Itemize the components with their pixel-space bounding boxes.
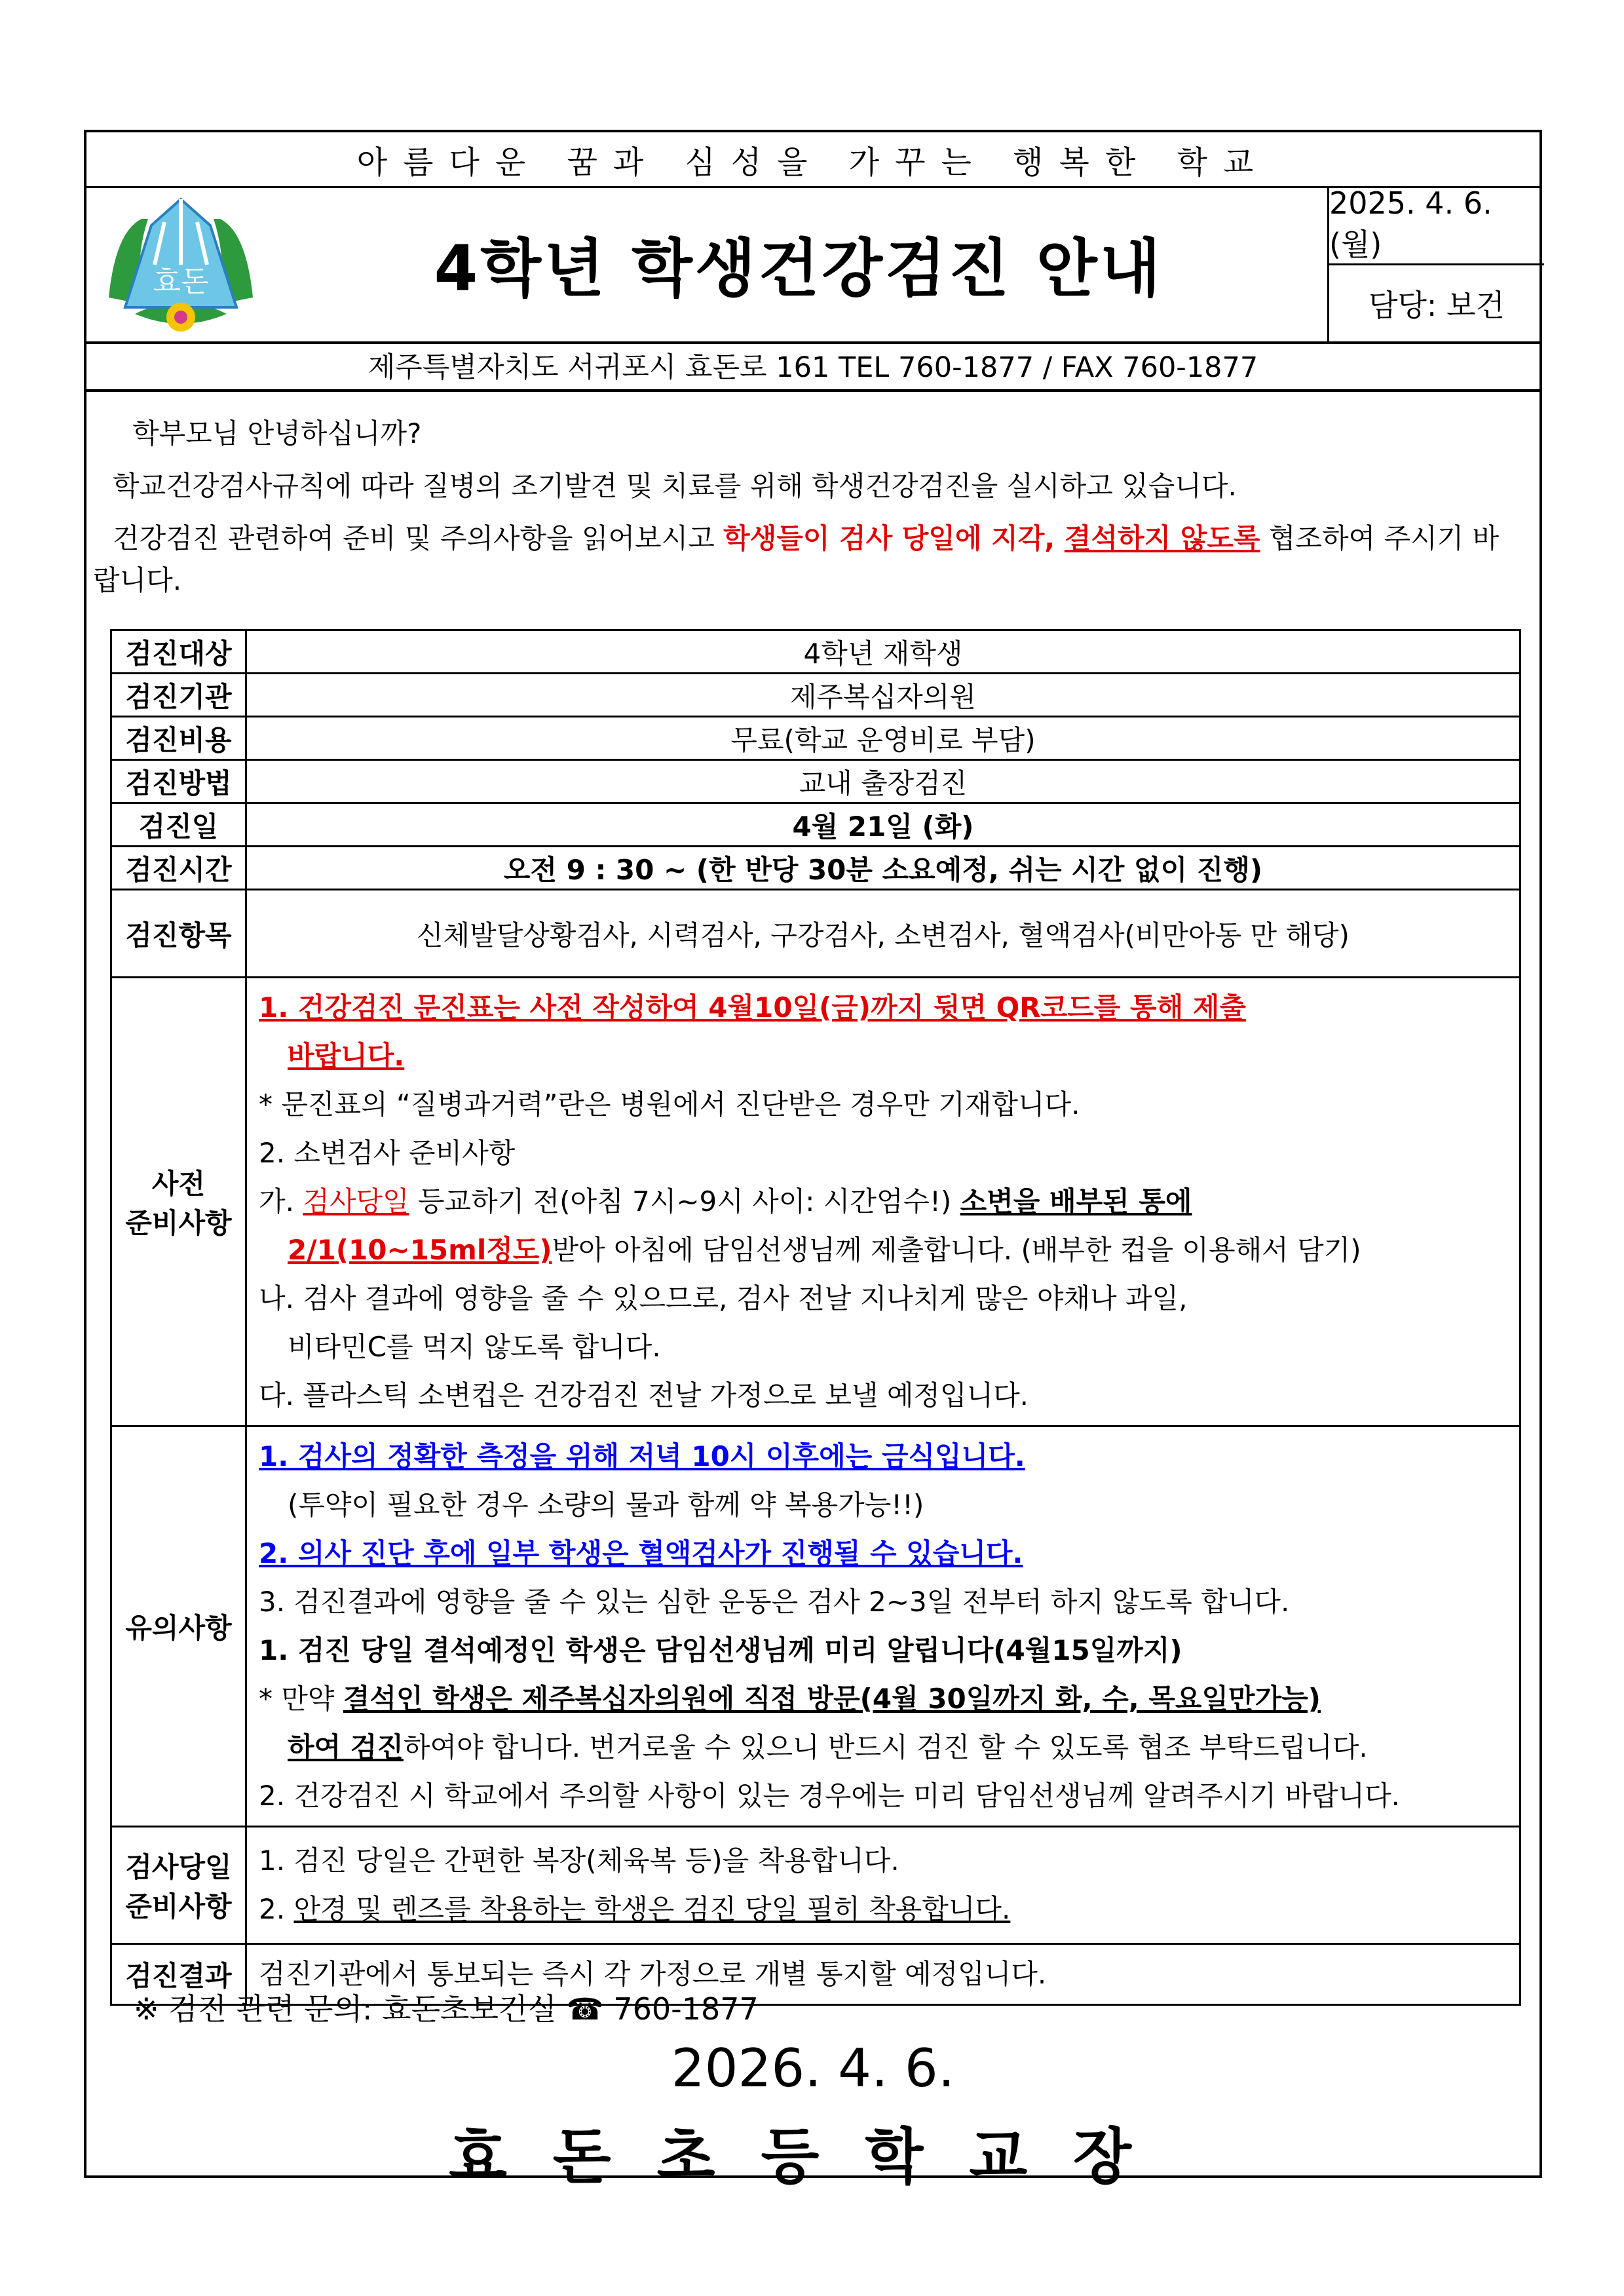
intro-text [86,408,1539,607]
logo-text: 효돈 [153,265,209,298]
issue-date: 2025. 4. 6.(월) [1329,186,1544,265]
school-logo [96,193,266,335]
row-time: 검진시간 오전 9 : 30 ~ (한 반당 30분 소요예정, 쉬는 시간 없이 진행) [111,847,1520,890]
notice-frame [84,130,1542,2192]
greeting: 학부모님 안녕하십니까? [132,417,422,450]
row-result: 검진결과 검진기관에서 통보되는 즉시 각 가정으로 개별 통지할 예정입니다. [111,1944,1520,2005]
row-org: 검진기관 제주복십자의원 [111,674,1520,717]
header [86,186,1539,344]
exam-info-table [110,629,1521,2006]
row-method: 검진방법 교내 출장검진 [111,760,1520,803]
school-slogan: 아름다운 꿈과 심성을 가꾸는 행복한 학교 [86,132,1539,188]
person-in-charge: 담당: 보건 [1369,288,1505,323]
row-items: 검진항목 신체발달상황검사, 시력검사, 구강검사, 소변검사, 혈액검사(비만아동 만 해당) [111,890,1520,978]
school-address: 제주특별자치도 서귀포시 효돈로 161 TEL 760-1877 / FAX 760-1877 [86,341,1539,392]
row-day-prep: 검사당일 준비사항 1. 검진 당일은 간편한 복장(체육복 등)을 착용합니다. 2. 안경 및 렌즈를 착용하는 학생은 검진 당일 필히 착용합니다. [111,1827,1520,1944]
row-caution: 유의사항 1. 검사의 정확한 측정을 위해 저녁 10시 이후에는 금식입니다. (투약이 필요한 경우 소량의 물과 함께 약 복용가능!!) 2. 의사 진단 후에 일부 학생은 혈액검사가 진행될 수 있습니다. 3. 검진결과에 영향을 줄 수 있는 심한 운동은 검사 2~3일 전부터 하지 않도록 합니다. 1. 검진 당일 결석예정인 학생은 담임선생님께 미리 알립니다(4월15일까지) * 만약 결석인 학생은 제주복십자의원에 직접 방문(4월 30일까지 화, 수, 목요일만가능) 하여 검진하여야 합니다. 번거로울 수 있으니 반드시 검진 할 수 있도록 협조 부탁드립니다. 2. 건강검진 시 학교에서 주의할 사항이 있는 경우에는 미리 담임선생님께 알려주시기 바랍니다. [111,1426,1520,1827]
row-prep: 사전 준비사항 1. 건강검진 문진표는 사전 작성하여 4월10일(금)까지 뒷면 QR코드를 통해 제출 바랍니다. * 문진표의 “질병과거력”란은 병원에서 진단받은 경우만 기재합니다. 2. 소변검사 준비사항 가. 검사당일 등교하기 전(아침 7시~9시 사이: 시간엄수!) 소변을 배부된 통에 2/1(10~15ml정도)받아 아침에 담임선생님께 제출합니다. (배부한 컵을 이용해서 담기) 나. 검사 결과에 영향을 줄 수 있으므로, 검사 전날 지나치게 많은 야채나 과일, 비타민C를 먹지 않도록 합니다. 다. 플라스틱 소변컵은 건강검진 전날 가정으로 보낼 예정입니다. [111,978,1520,1426]
contact-info: ※ 검진 관련 문의: 효돈초보건실 ☎ 760-1877 [134,1991,759,2027]
row-cost: 검진비용 무료(학교 운영비로 부담) [111,717,1520,760]
row-target: 검진대상 4학년 재학생 [111,630,1520,674]
intro-line-1: 학교건강검사규칙에 따라 질병의 조기발견 및 치료를 위해 학생건강검진을 실시하고 있습니다. [113,470,1237,502]
row-day: 검진일 4월 21일 (화) [111,803,1520,847]
sign-date: 2026. 4. 6. [671,2038,955,2099]
intro-line-3: 랍니다. [93,564,182,596]
phone-icon: ☎ [566,1991,604,2027]
meta-box [1327,186,1544,341]
page-title: 4학년 학생건강검진 안내 [434,232,1163,305]
intro-line-2: 건강검진 관련하여 준비 및 주의사항을 읽어보시고 학생들이 검사 당일에 지각, 결석하지 않도록 협조하여 주시기 바 [113,522,1500,554]
principal-signature: 효돈초등학교장 [448,2122,1178,2192]
